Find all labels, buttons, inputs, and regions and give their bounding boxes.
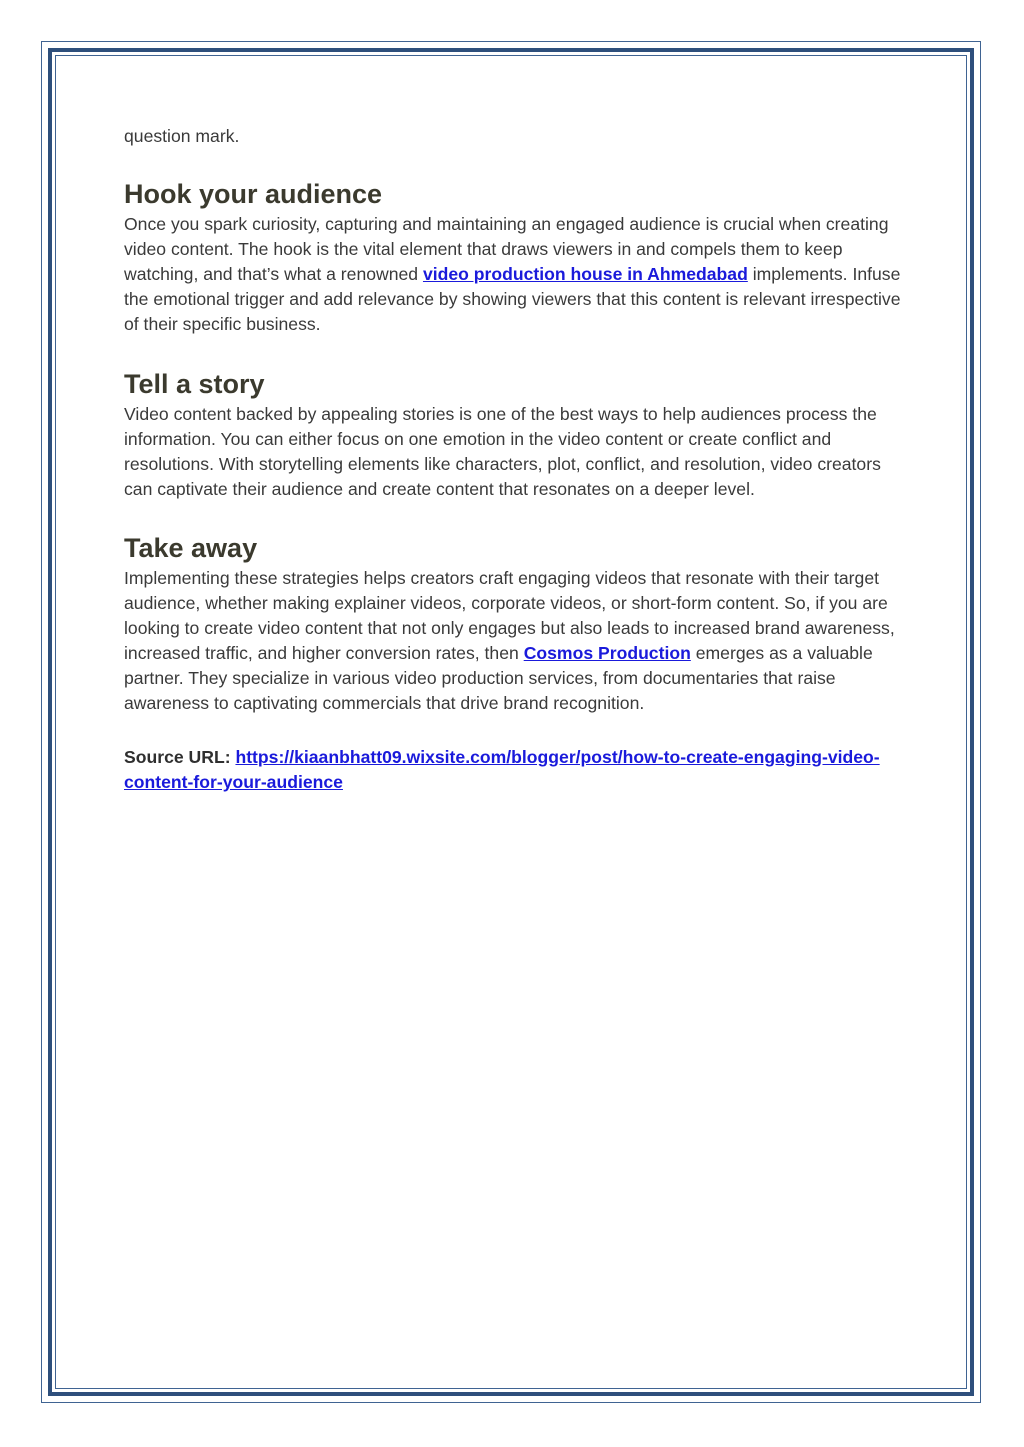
section-heading: Tell a story <box>124 368 265 399</box>
section-take-away <box>124 530 904 717</box>
paragraph-text: implements. Infuse the emotional trigger and add relevance by showing viewers that this content is relevant irrespective of their specific business. <box>124 264 901 335</box>
video-production-house-link[interactable]: video production house in Ahmedabad <box>422 264 748 285</box>
section-hook-your-audience <box>124 176 904 337</box>
intro-text: question mark. <box>124 126 240 146</box>
section-paragraph <box>124 566 904 717</box>
source-line <box>124 745 904 795</box>
paragraph-text: Once you spark curiosity, capturing and maintaining an engaged audience is crucial when creating video content. The hook is the vital element that draws viewers in and compels them to keep watching, and that’s what a renowned <box>124 214 889 285</box>
source-url-link[interactable]: https://kiaanbhatt09.wixsite.com/blogger/post/how-to-create-engaging-video-content-for-your-audience <box>124 746 880 792</box>
section-paragraph <box>124 212 904 337</box>
section-heading: Hook your audience <box>124 179 383 210</box>
paragraph-text: Implementing these strategies helps creators craft engaging videos that resonate with their target audience, whether making explainer videos, corporate videos, or short-form content. So, if you are looking to create video content that not only engages but also leads to increased brand awareness, increased traffic, and higher conversion rates, then <box>124 567 895 664</box>
section-paragraph: Video content backed by appealing stories is one of the best ways to help audiences process the information. You can either focus on one emotion in the video content or create conflict and resolutions. With storytelling elements like characters, plot, conflict, and resolution, video creators can captivate their audience and create content that resonates on a deeper level. <box>124 403 881 499</box>
paragraph-text: emerges as a valuable partner. They specialize in various video production services, from documentaries that raise awareness to captivating commercials that drive brand recognition. <box>124 643 873 714</box>
cosmos-production-link[interactable]: Cosmos Production <box>523 643 691 664</box>
document-body <box>124 124 904 795</box>
section-tell-a-story <box>124 366 904 502</box>
section-heading: Take away <box>124 532 258 563</box>
source-label: Source URL: <box>124 746 231 767</box>
